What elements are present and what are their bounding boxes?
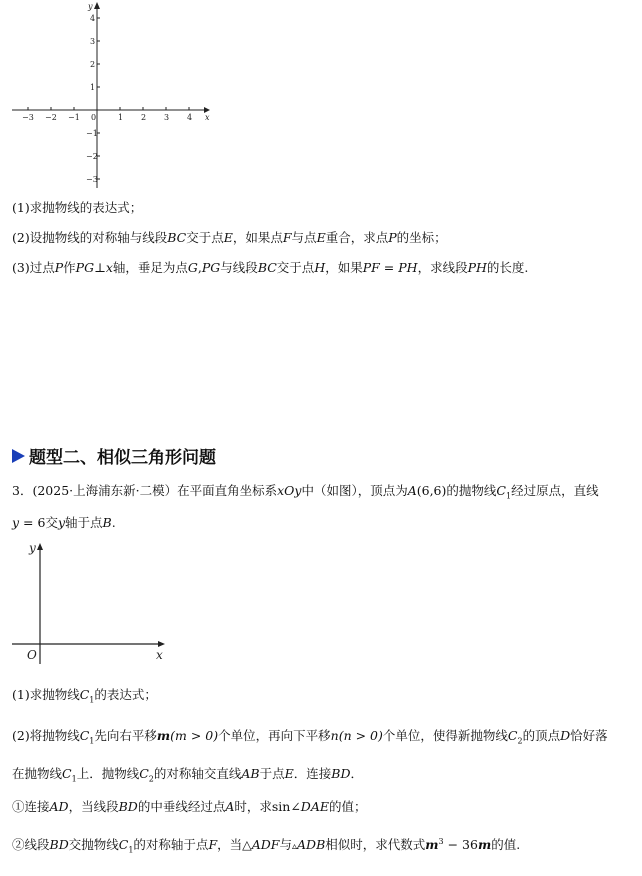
var: BC xyxy=(167,230,187,245)
text: (6,6) xyxy=(416,483,447,498)
text: . xyxy=(111,515,116,530)
x-axis-label: x xyxy=(205,113,210,122)
text: 的坐标； xyxy=(396,230,447,245)
superscript: 3 xyxy=(438,837,444,846)
text: 时，求sin∠ xyxy=(234,799,301,814)
var: BD xyxy=(331,766,351,781)
question-3-line-1 xyxy=(12,482,599,506)
y-axis-arrow xyxy=(37,543,43,550)
text: 重合，求点 xyxy=(325,230,389,245)
text: 个单位，再向下平移 xyxy=(218,728,331,743)
var: B xyxy=(102,515,112,530)
text: 的中垂线经过点 xyxy=(137,799,226,814)
text: 先向右平移 xyxy=(94,728,157,743)
text: 与点 xyxy=(291,230,317,245)
text: ，求线段 xyxy=(417,260,468,275)
var: D xyxy=(560,728,571,743)
var: BD xyxy=(118,799,138,814)
text: = xyxy=(379,260,399,275)
var: PG xyxy=(201,260,221,275)
subscript: 1 xyxy=(89,695,95,705)
question-3-part-1 xyxy=(12,686,157,710)
var: C xyxy=(496,483,506,498)
y-tick-label: 3 xyxy=(90,37,96,46)
y-tick-label: 2 xyxy=(90,60,96,69)
question-part-1 xyxy=(12,199,142,217)
text: 交于点 xyxy=(186,230,224,245)
text: 的对称轴交直线 xyxy=(153,766,242,781)
var: y xyxy=(12,515,20,530)
y-axis-arrow xyxy=(94,2,100,9)
question-3-sub-1 xyxy=(12,798,367,816)
text: 于点 xyxy=(259,766,285,781)
var: C xyxy=(118,837,129,853)
text: 与线段 xyxy=(220,260,258,275)
text: ，如果 xyxy=(325,260,363,275)
text: − 36 xyxy=(443,837,478,853)
text: 个单位，使得新抛物线 xyxy=(382,728,508,743)
var: m xyxy=(477,837,492,853)
var: ADB xyxy=(297,837,326,853)
text: 中（如图），顶点为 xyxy=(301,483,408,498)
var: E xyxy=(284,766,294,781)
text: 的顶点 xyxy=(522,728,561,743)
var: PG xyxy=(75,260,95,275)
text: 交 xyxy=(45,515,58,530)
y-tick-label: −1 xyxy=(86,129,98,138)
subscript: 2 xyxy=(148,774,154,784)
x-tick-label: 2 xyxy=(141,113,147,122)
var: (m > 0) xyxy=(170,728,219,743)
text: ． xyxy=(350,766,363,781)
triangle-bullet-icon xyxy=(12,449,25,463)
question-3-line-2 xyxy=(12,514,116,532)
text: ⊥ xyxy=(94,260,106,275)
text: (3)过点 xyxy=(12,260,55,275)
var: PF xyxy=(362,260,380,275)
y-tick-label: −3 xyxy=(86,175,98,184)
var: DAE xyxy=(300,799,329,814)
section-heading xyxy=(12,443,216,468)
var: m xyxy=(425,837,439,853)
y-axis-label: y xyxy=(88,2,93,11)
text: ②线段 xyxy=(12,837,50,853)
var: F xyxy=(282,230,292,245)
var: PH xyxy=(398,260,418,275)
text: 的长度. xyxy=(486,260,529,275)
question-part-2 xyxy=(12,229,447,247)
section-heading-text: 题型二、相似三角形问题 xyxy=(29,448,216,468)
text: 在抛物线 xyxy=(12,766,63,781)
var: AD xyxy=(49,799,69,814)
var: y xyxy=(57,515,66,530)
subscript: 1 xyxy=(71,774,77,784)
text: 交于点 xyxy=(276,260,315,275)
text: 作 xyxy=(63,260,76,275)
text: 3．(2025·上海浦东新·二模）在平面直角坐标系 xyxy=(12,483,278,498)
var: P xyxy=(54,260,64,275)
var: AB xyxy=(241,766,260,781)
text: 的表达式； xyxy=(94,687,157,702)
text: 的值； xyxy=(328,799,367,814)
subscript: 1 xyxy=(505,491,512,501)
text: (2)设抛物线的对称轴与线段 xyxy=(12,230,168,245)
text: ，当△ xyxy=(217,837,252,853)
coordinate-grid-figure xyxy=(8,0,218,192)
subscript: 2 xyxy=(517,736,523,746)
var: BD xyxy=(49,837,69,853)
x-tick-label: 4 xyxy=(187,113,193,122)
var: C xyxy=(79,728,90,743)
x-tick-label: 3 xyxy=(164,113,170,122)
text: , xyxy=(197,260,202,275)
var: G xyxy=(187,260,198,275)
question-part-3 xyxy=(12,259,528,277)
var: C xyxy=(62,766,72,781)
text: 经过原点，直线 xyxy=(511,483,599,498)
var: x xyxy=(105,260,113,275)
subscript: 1 xyxy=(89,736,95,746)
var: P xyxy=(388,230,397,245)
var: E xyxy=(223,230,233,245)
text: 轴，垂足为点 xyxy=(112,260,188,275)
y-tick-label: 4 xyxy=(90,14,96,23)
text: ，当线段 xyxy=(68,799,119,814)
text: ①连接 xyxy=(12,799,50,814)
text: ．连接 xyxy=(293,766,332,781)
var: C xyxy=(139,766,149,781)
var: E xyxy=(316,230,326,245)
y-axis-label: y xyxy=(29,541,36,555)
small-triangle-symbol: ▵ xyxy=(292,841,298,853)
question-3-part-2-line-1 xyxy=(12,727,608,751)
y-tick-label: −2 xyxy=(86,152,98,161)
text: 的抛物线 xyxy=(446,483,497,498)
text: = 6 xyxy=(19,515,46,530)
var: xOy xyxy=(277,483,302,498)
var: ADF xyxy=(251,837,280,853)
var: C xyxy=(79,687,90,702)
origin-label: 0 xyxy=(91,113,97,122)
text: 轴于点 xyxy=(65,515,103,530)
var: A xyxy=(225,799,235,814)
text: 相似时，求代数式 xyxy=(325,837,426,853)
var: m xyxy=(156,728,171,743)
x-tick-label: −2 xyxy=(45,113,57,122)
x-axis-label: x xyxy=(156,648,163,662)
x-tick-label: −3 xyxy=(22,113,34,122)
y-tick-label: 1 xyxy=(90,83,96,92)
text: ，如果点 xyxy=(232,230,283,245)
var: H xyxy=(314,260,326,275)
var: BC xyxy=(257,260,277,275)
text: (1)求抛物线 xyxy=(12,687,80,702)
var: n xyxy=(330,728,339,743)
text: 恰好落 xyxy=(570,728,608,743)
subscript: 1 xyxy=(128,845,134,855)
var: A xyxy=(407,483,417,498)
text: 的对称轴于点 xyxy=(133,837,209,853)
text: 的值. xyxy=(491,837,521,853)
text: (1)求抛物线的表达式； xyxy=(12,200,143,215)
origin-label: O xyxy=(27,648,37,662)
question-3-part-2-line-2 xyxy=(12,765,363,789)
question-3-sub-2 xyxy=(12,833,520,860)
x-axis-arrow xyxy=(158,641,165,647)
text: (2)将抛物线 xyxy=(12,728,80,743)
var: F xyxy=(208,837,218,853)
var: (n > 0) xyxy=(338,728,383,743)
x-tick-label: 1 xyxy=(118,113,124,122)
text: 与 xyxy=(279,837,292,853)
text: 上．抛物线 xyxy=(76,766,140,781)
x-tick-label: −1 xyxy=(68,113,80,122)
coordinate-axes-figure xyxy=(10,538,170,668)
text: 交抛物线 xyxy=(68,837,119,853)
var: C xyxy=(507,728,518,743)
var: PH xyxy=(467,260,487,275)
